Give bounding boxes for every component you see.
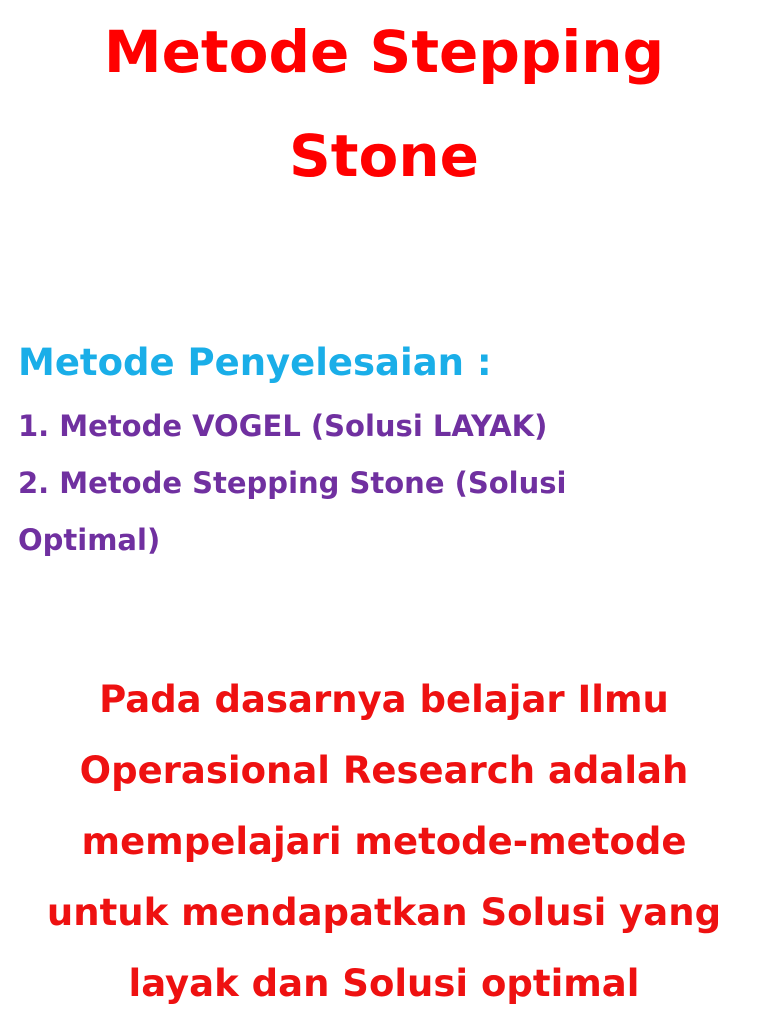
title-line-1: Metode Stepping	[103, 18, 665, 86]
list-item-stepping-stone-continued: Optimal)	[18, 523, 161, 557]
paragraph-line-2: Operasional Research adalah	[79, 749, 689, 792]
paragraph-line-5: layak dan Solusi optimal	[128, 962, 640, 1005]
list-item-vogel: 1. Metode VOGEL (Solusi LAYAK)	[18, 409, 548, 443]
paragraph-line-1: Pada dasarnya belajar Ilmu	[99, 678, 669, 721]
paragraph-line-3: mempelajari metode-metode	[81, 820, 687, 863]
list-item-stepping-stone: 2. Metode Stepping Stone (Solusi	[18, 466, 567, 500]
method-list	[18, 398, 618, 557]
section-heading: Metode Penyelesaian :	[18, 341, 492, 384]
paragraph-line-4: untuk mendapatkan Solusi yang	[46, 891, 722, 934]
summary-paragraph	[10, 664, 758, 1019]
page-title	[0, 0, 768, 208]
title-line-2: Stone	[289, 122, 479, 190]
